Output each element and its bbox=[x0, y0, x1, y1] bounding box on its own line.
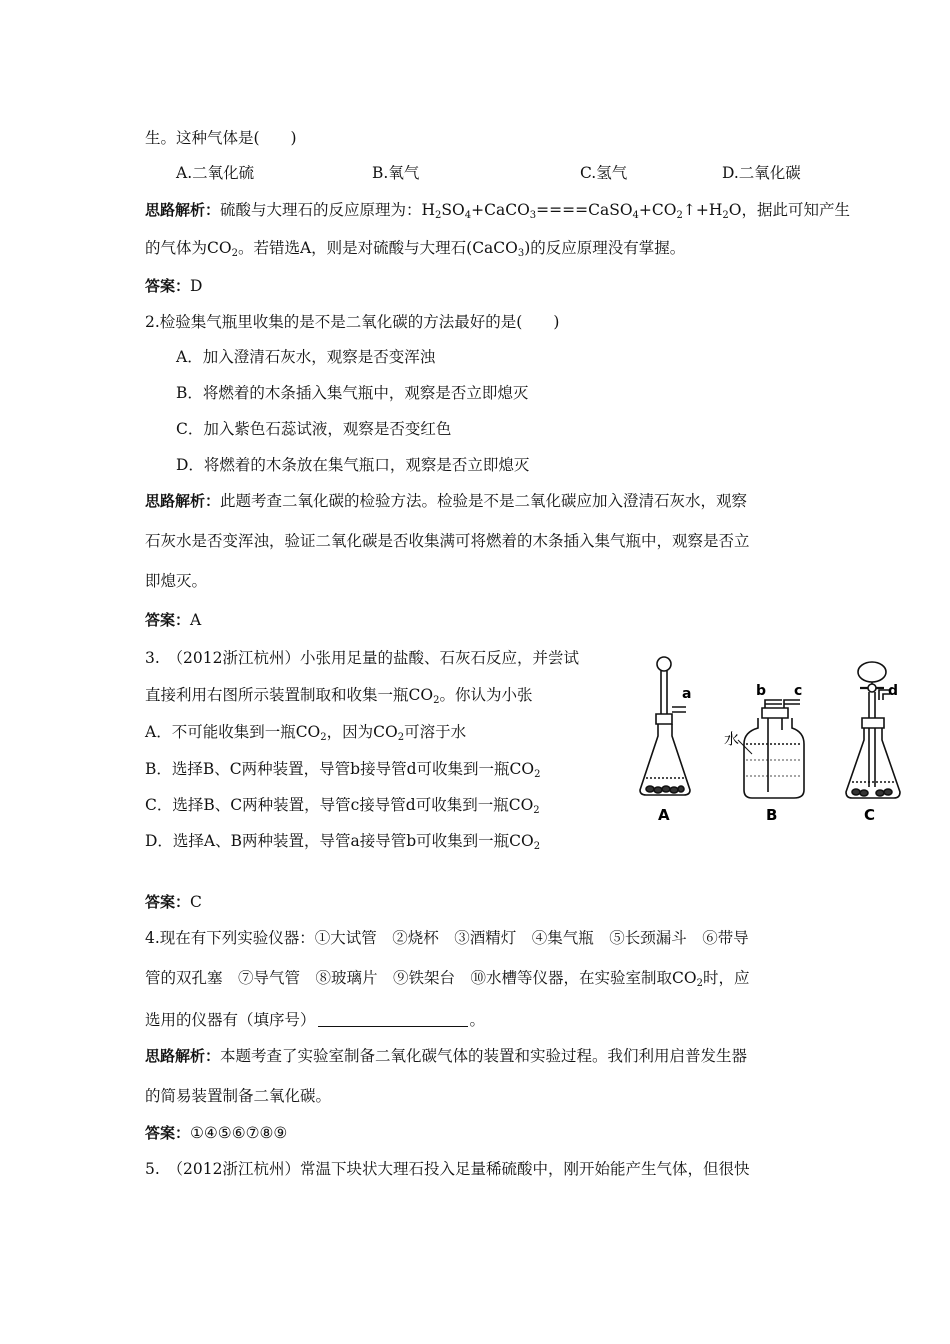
label-c: c bbox=[794, 683, 803, 699]
q1-answer: 答案：D bbox=[145, 277, 203, 295]
q4-analysis-line-2: 的简易装置制备二氧化碳。 bbox=[145, 1087, 332, 1105]
label-d: d bbox=[888, 683, 899, 699]
q2-option-b: B．将燃着的木条插入集气瓶中，观察是否立即熄灭 bbox=[176, 384, 529, 402]
q3-option-c: C．选择B、C两种装置，导管c接导管d可收集到一瓶$CO_2$ bbox=[145, 796, 540, 816]
q1-analysis-line-1: 思路解析：硫酸与大理石的反应原理为：$H_2SO_4+CaCO_3====CaSO_4+CO_2↑+H_2O$，据此可知产生 bbox=[145, 201, 850, 221]
label-water: 水 bbox=[724, 730, 740, 748]
q2-option-a: A．加入澄清石灰水，观察是否变浑浊 bbox=[176, 348, 436, 366]
q1-analysis-label: 思路解析： bbox=[145, 201, 221, 219]
q3-stem-line-1: 3. （2012浙江杭州）小张用足量的盐酸、石灰石反应，并尝试 bbox=[145, 649, 579, 667]
q2-option-c: C．加入紫色石蕊试液，观察是否变红色 bbox=[176, 420, 452, 438]
q2-answer: 答案：A bbox=[145, 611, 202, 629]
caption-b: B bbox=[766, 806, 778, 824]
q2-option-d: D．将燃着的木条放在集气瓶口，观察是否立即熄灭 bbox=[176, 456, 530, 474]
q4-line-2: 管的双孔塞 ⑦导气管 ⑧玻璃片 ⑨铁架台 ⑩水槽等仪器，在实验室制取$CO_2$时，应 bbox=[145, 969, 750, 989]
apparatus-b bbox=[738, 700, 804, 798]
q4-answer: 答案：①④⑤⑥⑦⑧⑨ bbox=[145, 1124, 288, 1142]
apparatus-figure bbox=[632, 652, 912, 827]
q5-stem-line-1: 5. （2012浙江杭州）常温下块状大理石投入足量稀硫酸中，刚开始能产生气体，但很快 bbox=[145, 1160, 750, 1178]
q1-option-c: C.氢气 bbox=[580, 164, 628, 182]
q1-option-b: B.氧气 bbox=[372, 164, 420, 182]
label-b: b bbox=[756, 683, 767, 699]
q2-analysis-line-1: 思路解析：此题考查二氧化碳的检验方法。检验是不是二氧化碳应加入澄清石灰水，观察 bbox=[145, 492, 748, 510]
apparatus-a bbox=[640, 657, 690, 795]
marble-pieces bbox=[646, 786, 684, 793]
q3-stem-line-2: 直接利用右图所示装置制取和收集一瓶$CO_2$。你认为小张 bbox=[145, 686, 533, 706]
q3-option-d: D．选择A、B两种装置，导管a接导管b可收集到一瓶$CO_2$ bbox=[145, 832, 541, 852]
q3-answer: 答案：C bbox=[145, 893, 202, 911]
q4-analysis-line-1: 思路解析：本题考查了实验室制备二氧化碳气体的装置和实验过程。我们利用启普发生器 bbox=[145, 1047, 748, 1065]
q1-stem-tail: 生。这种气体是( ) bbox=[145, 129, 297, 147]
label-a: a bbox=[682, 686, 692, 702]
q4-line-1: 4.现在有下列实验仪器：①大试管 ②烧杯 ③酒精灯 ④集气瓶 ⑤长颈漏斗 ⑥带导 bbox=[145, 929, 749, 947]
answer-blank[interactable] bbox=[318, 1012, 468, 1027]
caption-c: C bbox=[864, 806, 876, 824]
q2-analysis-line-2: 石灰水是否变浑浊，验证二氧化碳是否收集满可将燃着的木条插入集气瓶中，观察是否立 bbox=[145, 532, 750, 550]
q1-analysis-line-2: 的气体为$CO_2$。若错选A，则是对硫酸与大理石(CaCO$_3$)的反应原理没有掌握。 bbox=[145, 239, 686, 259]
q4-line-3: 选用的仪器有（填序号） 。 bbox=[145, 1011, 486, 1029]
q3-option-a: A．不可能收集到一瓶$CO_2$，因为$CO_2$可溶于水 bbox=[145, 723, 467, 743]
q1-option-d: D.二氧化碳 bbox=[722, 164, 801, 182]
caption-a: A bbox=[658, 806, 670, 824]
q3-option-b: B．选择B、C两种装置，导管b接导管d可收集到一瓶$CO_2$ bbox=[145, 760, 541, 780]
q1-option-a: A.二氧化硫 bbox=[176, 164, 255, 182]
q2-stem: 2.检验集气瓶里收集的是不是二氧化碳的方法最好的是( ) bbox=[145, 313, 560, 331]
q2-analysis-line-3: 即熄灭。 bbox=[145, 572, 208, 590]
limestone-pieces bbox=[852, 789, 892, 796]
